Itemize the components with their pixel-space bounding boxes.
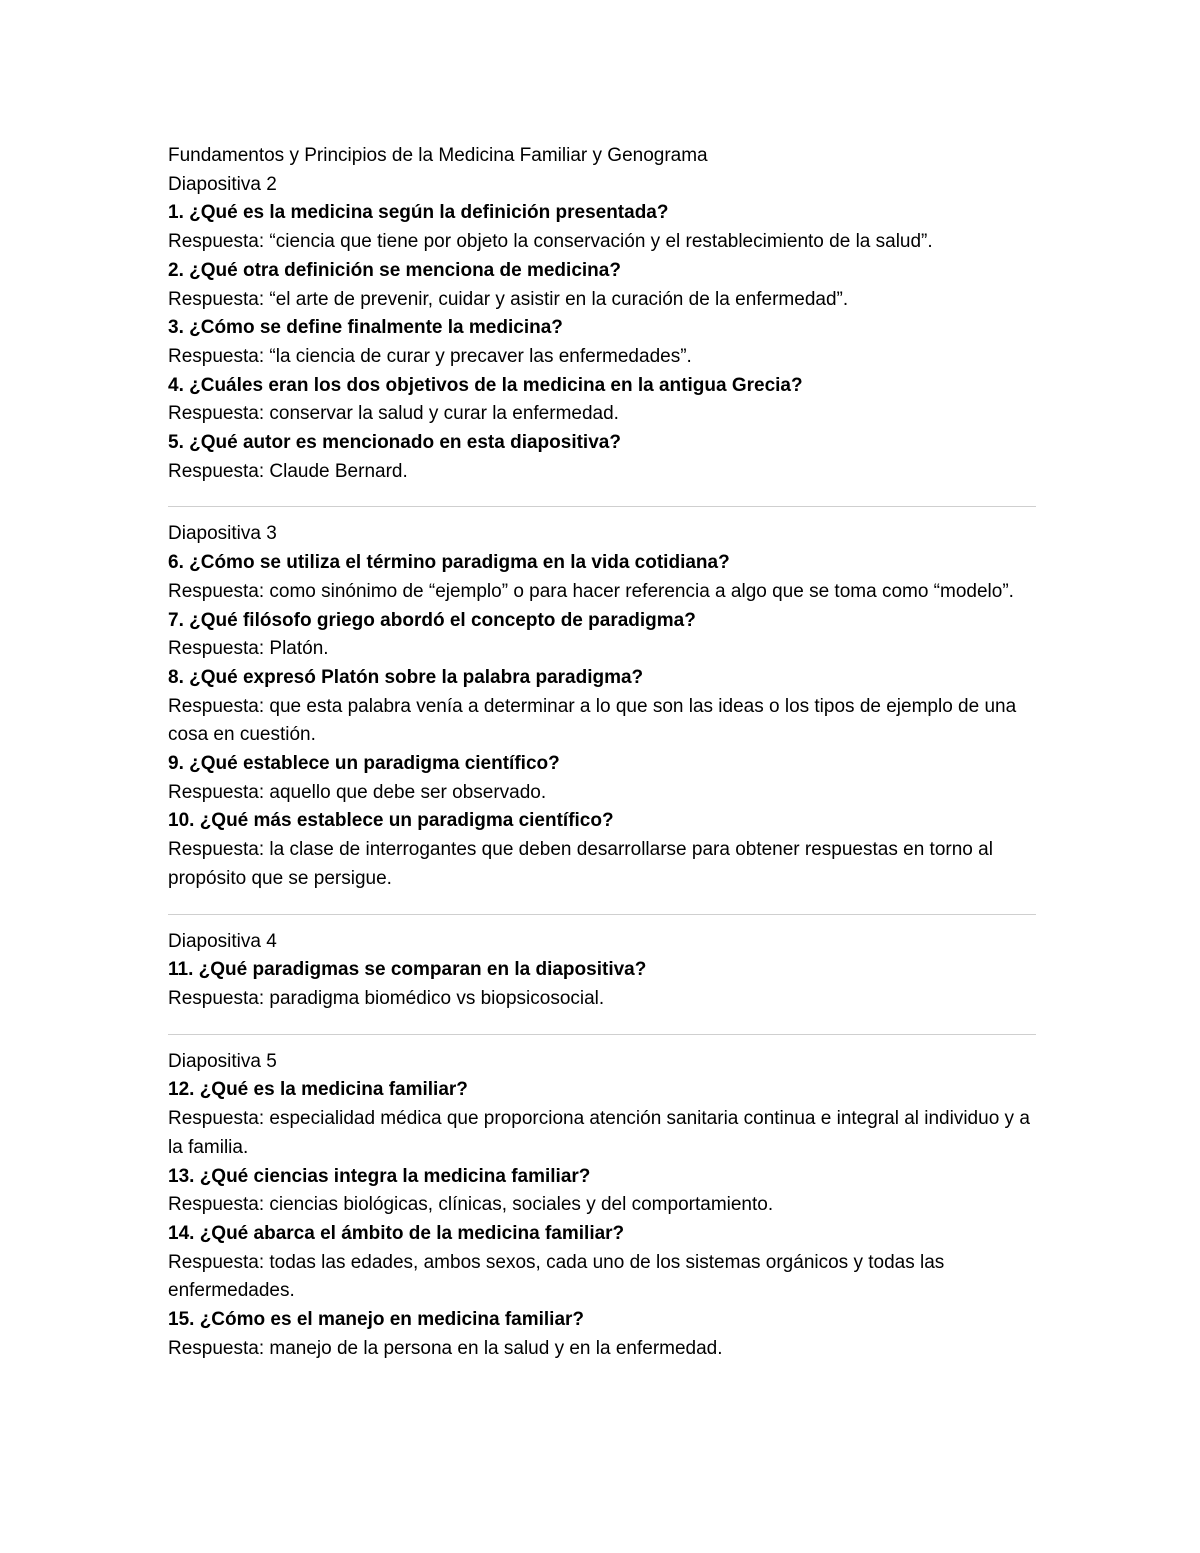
answer: Respuesta: que esta palabra venía a determinar a lo que son las ideas o los tipos de ejemplo de una cosa en cuestión. (168, 695, 1017, 746)
qa-item (168, 257, 1036, 314)
section-heading: Diapositiva 5 (168, 1050, 277, 1072)
document-title: Fundamentos y Principios de la Medicina Familiar y Genograma (168, 145, 708, 166)
question: 11. ¿Qué paradigmas se comparan en la diapositiva? (168, 959, 647, 981)
qa-item (168, 314, 1036, 371)
qa-item (168, 664, 1036, 750)
qa-item (168, 956, 1036, 1013)
qa-item (168, 1076, 1036, 1162)
answer: Respuesta: la clase de interrogantes que deben desarrollarse para obtener respuestas en torno al propósito que se persigue. (168, 839, 993, 889)
qa-item (168, 607, 1036, 664)
question: 7. ¿Qué filósofo griego abordó el concepto de paradigma? (168, 609, 696, 631)
answer: Respuesta: aquello que debe ser observado. (168, 781, 547, 803)
qa-item (168, 1306, 1036, 1363)
question: 6. ¿Cómo se utiliza el término paradigma en la vida cotidiana? (168, 552, 730, 574)
question: 15. ¿Cómo es el manejo en medicina familiar? (168, 1309, 585, 1331)
qa-item (168, 807, 1036, 893)
question: 9. ¿Qué establece un paradigma científico? (168, 753, 560, 775)
answer: Respuesta: “el arte de prevenir, cuidar y asistir en la curación de la enfermedad”. (168, 288, 849, 310)
section-divider (168, 506, 1036, 507)
answer: Respuesta: conservar la salud y curar la enfermedad. (168, 403, 619, 425)
question: 3. ¿Cómo se define finalmente la medicina? (168, 317, 563, 339)
question: 12. ¿Qué es la medicina familiar? (168, 1079, 468, 1101)
qa-item (168, 372, 1036, 429)
section-heading: Diapositiva 4 (168, 930, 277, 952)
qa-item (168, 1220, 1036, 1306)
answer: Respuesta: Platón. (168, 638, 329, 660)
answer: Respuesta: manejo de la persona en la salud y en la enfermedad. (168, 1337, 723, 1359)
question: 1. ¿Qué es la medicina según la definición presentada? (168, 202, 669, 224)
qa-item (168, 1163, 1036, 1220)
section-divider (168, 1034, 1036, 1035)
qa-item (168, 199, 1036, 256)
question: 8. ¿Qué expresó Platón sobre la palabra paradigma? (168, 666, 644, 688)
document-body (168, 142, 1036, 1363)
qa-item (168, 750, 1036, 807)
section-heading: Diapositiva 3 (168, 523, 277, 545)
answer: Respuesta: ciencias biológicas, clínicas, sociales y del comportamiento. (168, 1194, 774, 1216)
answer: Respuesta: todas las edades, ambos sexos, cada uno de los sistemas orgánicos y todas las enfermedades. (168, 1251, 945, 1302)
section-heading: Diapositiva 2 (168, 173, 277, 195)
section-diapositiva-2 (168, 171, 1036, 487)
answer: Respuesta: “la ciencia de curar y precaver las enfermedades”. (168, 345, 692, 367)
answer: Respuesta: como sinónimo de “ejemplo” o para hacer referencia a algo que se toma como “modelo”. (168, 580, 1014, 602)
question: 4. ¿Cuáles eran los dos objetivos de la medicina en la antigua Grecia? (168, 374, 803, 396)
answer: Respuesta: paradigma biomédico vs biopsicosocial. (168, 987, 605, 1009)
question: 14. ¿Qué abarca el ámbito de la medicina familiar? (168, 1222, 625, 1244)
answer: Respuesta: “ciencia que tiene por objeto la conservación y el restablecimiento de la salud”. (168, 231, 933, 253)
question: 5. ¿Qué autor es mencionado en esta diapositiva? (168, 432, 621, 454)
qa-item (168, 429, 1036, 486)
section-diapositiva-5 (168, 1048, 1036, 1364)
section-diapositiva-3 (168, 520, 1036, 893)
qa-item (168, 549, 1036, 606)
section-diapositiva-4 (168, 928, 1036, 1014)
section-divider (168, 914, 1036, 915)
question: 2. ¿Qué otra definición se menciona de medicina? (168, 259, 621, 281)
answer: Respuesta: Claude Bernard. (168, 460, 408, 482)
answer: Respuesta: especialidad médica que proporciona atención sanitaria continua e integral al individuo y a la familia. (168, 1108, 1030, 1158)
question: 13. ¿Qué ciencias integra la medicina familiar? (168, 1165, 591, 1187)
question: 10. ¿Qué más establece un paradigma científico? (168, 810, 614, 832)
